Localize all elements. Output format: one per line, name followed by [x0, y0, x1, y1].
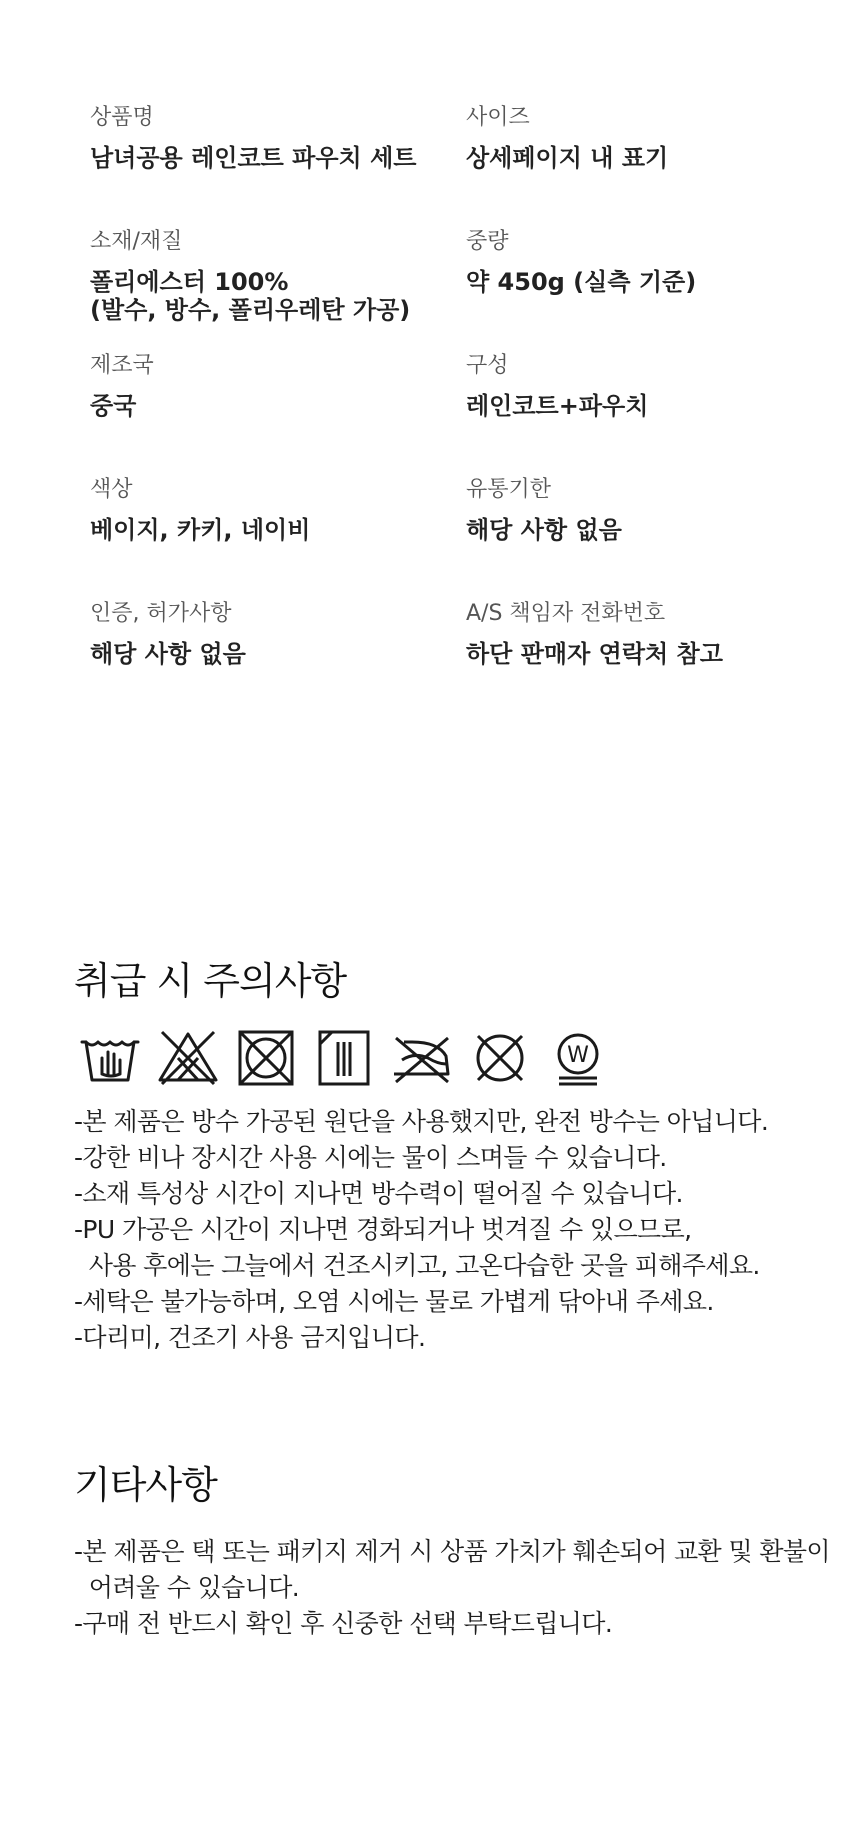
- spec-item: [466, 600, 790, 724]
- list-item: 어려울 수 있습니다.: [74, 1573, 300, 1602]
- other-notes: [74, 1534, 830, 1642]
- spec-value: 상세페이지 내 표기: [466, 144, 669, 172]
- spec-item: [90, 600, 466, 724]
- spec-label: 상품명: [90, 105, 154, 130]
- list-item: -세탁은 불가능하며, 오염 시에는 물로 가볍게 닦아내 주세요.: [74, 1287, 714, 1316]
- spec-value: 해당 사항 없음: [466, 516, 622, 544]
- spec-value: 하단 판매자 연락처 참고: [466, 640, 723, 668]
- no-dry-clean-icon: [468, 1028, 532, 1088]
- spec-value: 레인코트+파우치: [466, 392, 649, 420]
- spec-label: 색상: [90, 477, 133, 502]
- spec-label: 인증, 허가사항: [90, 601, 232, 626]
- hand-wash-icon: [78, 1028, 142, 1088]
- spec-value: 약 450g (실측 기준): [466, 268, 697, 296]
- list-item: -구매 전 반드시 확인 후 신중한 선택 부탁드립니다.: [74, 1609, 613, 1638]
- list-item: -소재 특성상 시간이 지나면 방수력이 떨어질 수 있습니다.: [74, 1179, 683, 1208]
- care-section-title: 취급 시 주의사항: [74, 959, 347, 1003]
- product-spec-table: [90, 104, 790, 724]
- spec-value: 남녀공용 레인코트 파우치 세트: [90, 144, 417, 172]
- spec-item: [466, 476, 790, 600]
- spec-label: A/S 책임자 전화번호: [466, 601, 666, 626]
- no-bleach-icon: [156, 1028, 220, 1088]
- spec-value: 베이지, 카키, 네이비: [90, 516, 311, 544]
- list-item: -본 제품은 택 또는 패키지 제거 시 상품 가치가 훼손되어 교환 및 환불이: [74, 1537, 830, 1566]
- drip-dry-icon: [312, 1028, 376, 1088]
- spec-label: 소재/재질: [90, 229, 183, 254]
- spec-value: 폴리에스터 100% (발수, 방수, 폴리우레탄 가공): [90, 268, 411, 324]
- spec-label: 제조국: [90, 353, 154, 378]
- list-item: 사용 후에는 그늘에서 건조시키고, 고온다습한 곳을 피해주세요.: [74, 1251, 760, 1280]
- spec-item: [90, 104, 466, 228]
- spec-item: [466, 352, 790, 476]
- list-item: -본 제품은 방수 가공된 원단을 사용했지만, 완전 방수는 아닙니다.: [74, 1107, 769, 1136]
- spec-item: [90, 352, 466, 476]
- spec-label: 구성: [466, 353, 509, 378]
- spec-label: 사이즈: [466, 105, 530, 130]
- list-item: -강한 비나 장시간 사용 시에는 물이 스며들 수 있습니다.: [74, 1143, 667, 1172]
- other-section-title: 기타사항: [74, 1463, 217, 1507]
- care-notes: [74, 1104, 768, 1356]
- spec-value: 중국: [90, 392, 137, 420]
- list-item: -PU 가공은 시간이 지나면 경화되거나 벗겨질 수 있으므로,: [74, 1215, 692, 1244]
- spec-item: [466, 228, 790, 352]
- no-tumble-dry-icon: [234, 1028, 298, 1088]
- spec-item: [90, 228, 466, 352]
- spec-item: [90, 476, 466, 600]
- spec-value: 해당 사항 없음: [90, 640, 246, 668]
- list-item: -다리미, 건조기 사용 금지입니다.: [74, 1323, 426, 1352]
- no-iron-icon: [390, 1028, 454, 1088]
- spec-item: [466, 104, 790, 228]
- wet-clean-letter: W: [567, 1043, 589, 1068]
- wet-clean-icon: [546, 1028, 610, 1088]
- care-icons: [78, 1028, 610, 1088]
- spec-label: 유통기한: [466, 477, 552, 502]
- spec-label: 중량: [466, 229, 509, 254]
